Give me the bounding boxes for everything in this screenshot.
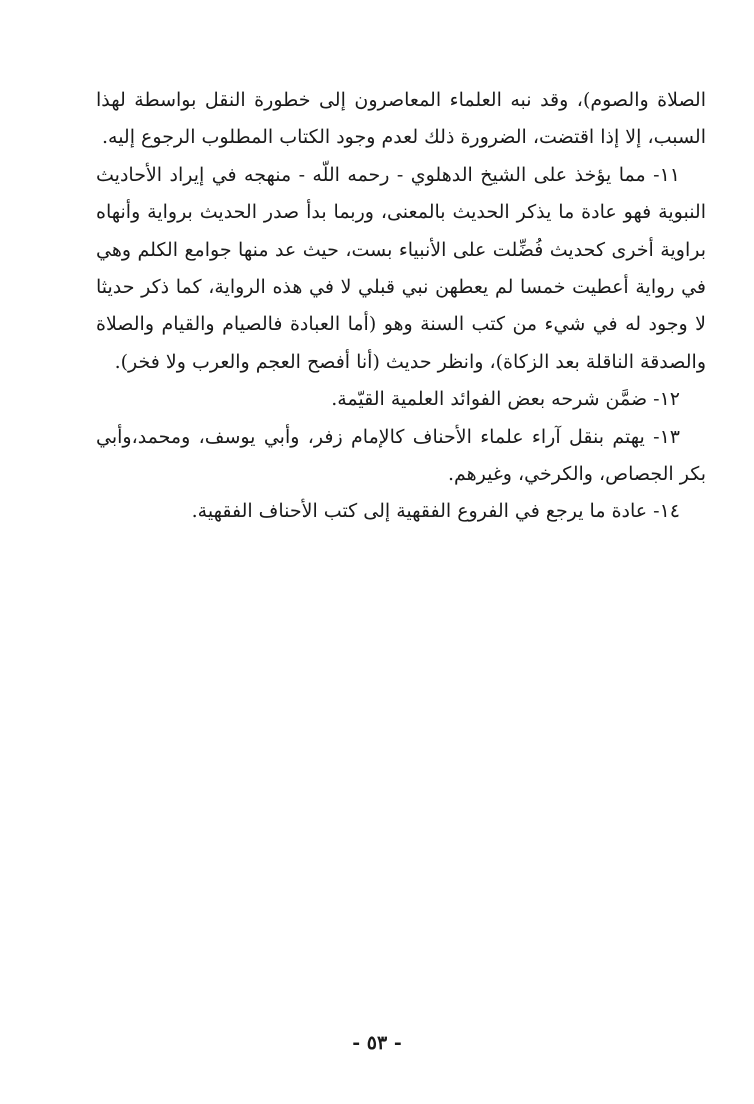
paragraph-item-11: ١١- مما يؤخذ على الشيخ الدهلوي - رحمه اللّه - منهجه في إيراد الأحاديث النبوية فهو عادة ما يذكر الحديث بالمعنى، وربما بدأ صدر الحديث برواية وأنهاه براوية أخرى كحديث فُضِّلت على الأنبياء بست، حيث عد منها جوامع الكلم وهي في رواية أعطيت خمسا لم يعطهن نبي قبلي لا في هذه الرواية، كما ذكر حديثا لا وجود له في شيء من كتب السنة وهو (أما العبادة فالصيام والقيام والصلاة والصدقة الناقلة بعد الزكاة)، وانظر حديث (أنا أفصح العجم والعرب ولا فخر). — [96, 163, 706, 373]
paragraph-item-14: ١٤- عادة ما يرجع في الفروع الفقهية إلى كتب الأحناف الفقهية. — [191, 500, 680, 523]
page-number: - ٥٣ - — [352, 1032, 402, 1054]
paragraph-continuation: الصلاة والصوم)، وقد نبه العلماء المعاصرون إلى خطورة النقل بواسطة لهذا السبب، إلا إذا اقتضت، الضرورة ذلك لعدم وجود الكتاب المطلوب الرجوع إليه. — [96, 89, 706, 149]
paragraph-item-13: ١٣- يهتم بنقل آراء علماء الأحناف كالإمام زفر، وأبي يوسف، ومحمد،وأبي بكر الجصاص، والكرخي، وغيرهم. — [96, 425, 706, 486]
paragraph-item-12: ١٢- ضمَّن شرحه بعض الفوائد العلمية القيّمة. — [331, 388, 680, 411]
body-text — [96, 82, 706, 531]
